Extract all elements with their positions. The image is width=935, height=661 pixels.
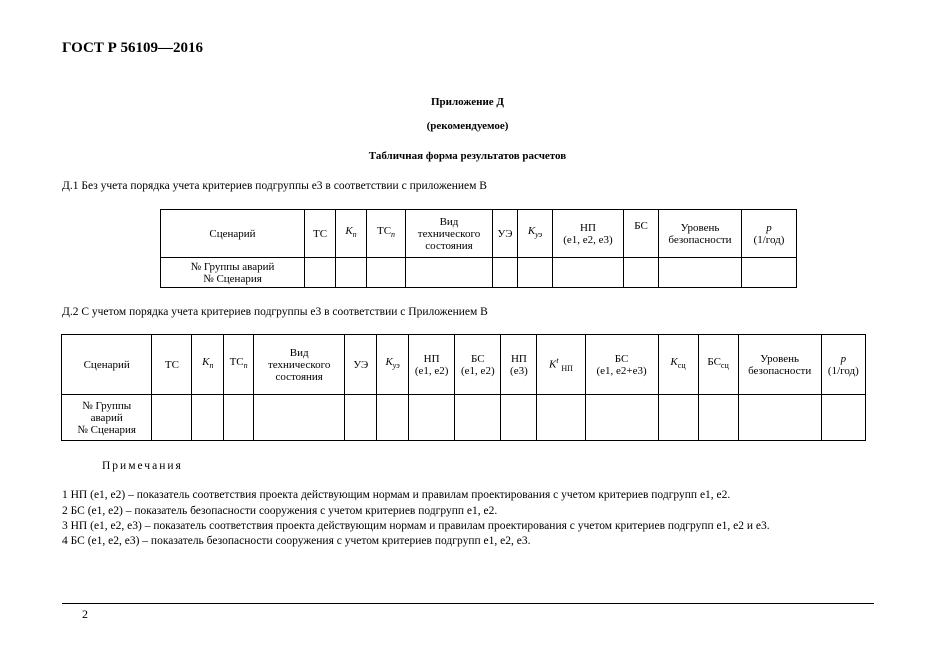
col-np-e1e2: НП (е1, е2) xyxy=(409,335,455,395)
note-item: 1 НП (е1, е2) – показатель соответствия проекта действующим нормам и правилам проектирования с учетом критериев подгрупп е1, е2. xyxy=(62,489,731,501)
col-kp: $K_п$ xyxy=(336,210,367,258)
cell-empty xyxy=(192,395,224,441)
col-knp: $K^t$ $_{НП}$ xyxy=(537,335,585,395)
appendix-title: Приложение Д xyxy=(431,96,504,108)
cell-empty xyxy=(409,395,455,441)
cell-empty xyxy=(518,258,553,288)
note-item: 3 НП (е1, е2, е3) – показатель соответствия проекта действующим нормам и правилам проектирования с учетом критериев подгрупп е1, е2 и е3. xyxy=(62,520,770,532)
cell-empty xyxy=(537,395,585,441)
col-kue: $K_{уэ}$ xyxy=(518,210,553,258)
col-level: Уровень безопасности xyxy=(738,335,821,395)
cell-empty xyxy=(738,395,821,441)
table2-header-row xyxy=(62,335,866,395)
col-level: Уровень безопасности xyxy=(659,210,742,258)
col-kue: $K_{уэ}$ xyxy=(377,335,409,395)
col-ue: УЭ xyxy=(345,335,377,395)
cell-empty xyxy=(377,395,409,441)
cell-empty xyxy=(501,395,537,441)
page-number: 2 xyxy=(82,607,88,621)
cell-empty xyxy=(406,258,493,288)
row-label: № Группы аварий № Сценария xyxy=(161,258,305,288)
results-table-1 xyxy=(160,209,797,288)
col-bs: БС xyxy=(624,210,659,258)
cell-empty xyxy=(367,258,406,288)
cell-empty xyxy=(585,395,658,441)
cell-empty xyxy=(553,258,624,288)
cell-empty xyxy=(659,258,742,288)
col-bs-e1e2e3: БС (е1, е2+е3) xyxy=(585,335,658,395)
notes-title: Примечания xyxy=(102,460,183,472)
results-table-2 xyxy=(61,334,866,441)
footer-divider xyxy=(62,603,874,604)
col-np-e3: НП (е3) xyxy=(501,335,537,395)
col-tsn: $ТС_п$ xyxy=(367,210,406,258)
col-scenario: Сценарий xyxy=(62,335,152,395)
cell-empty xyxy=(493,258,518,288)
col-scenario: Сценарий xyxy=(161,210,305,258)
section1-heading: Д.1 Без учета порядка учета критериев подгруппы е3 в соответствии с приложением В xyxy=(62,180,487,192)
col-vid: Вид технического состояния xyxy=(253,335,344,395)
table-row xyxy=(62,395,866,441)
note-item: 4 БС (е1, е2, е3) – показатель безопасности сооружения с учетом критериев подгрупп е1, е2, е3. xyxy=(62,535,531,547)
cell-empty xyxy=(698,395,738,441)
col-bssc: $БС_{сц}$ xyxy=(698,335,738,395)
cell-empty xyxy=(821,395,865,441)
col-ts: ТС xyxy=(305,210,336,258)
cell-empty xyxy=(336,258,367,288)
appendix-subtitle: Табличная форма результатов расчетов xyxy=(368,150,567,162)
cell-empty xyxy=(253,395,344,441)
cell-empty xyxy=(742,258,797,288)
col-ue: УЭ xyxy=(493,210,518,258)
cell-empty xyxy=(305,258,336,288)
col-tsn: $ТС_п$ xyxy=(224,335,254,395)
col-kp: $K_п$ xyxy=(192,335,224,395)
cell-empty xyxy=(624,258,659,288)
col-p: p (1/год) xyxy=(821,335,865,395)
table1-header-row xyxy=(161,210,797,258)
col-p: p (1/год) xyxy=(742,210,797,258)
cell-empty xyxy=(455,395,501,441)
col-ts: ТС xyxy=(152,335,192,395)
cell-empty xyxy=(152,395,192,441)
cell-empty xyxy=(345,395,377,441)
section2-heading: Д.2 С учетом порядка учета критериев подгруппы е3 в соответствии с Приложением В xyxy=(62,306,488,318)
col-bs-e1e2: БС (е1, е2) xyxy=(455,335,501,395)
document-id: ГОСТ Р 56109—2016 xyxy=(62,40,204,56)
col-np: НП (е1, е2, е3) xyxy=(553,210,624,258)
cell-empty xyxy=(224,395,254,441)
row-label: № Группы аварий № Сценария xyxy=(62,395,152,441)
col-ksc: $K_{сц}$ xyxy=(658,335,698,395)
table-row xyxy=(161,258,797,288)
note-item: 2 БС (е1, е2) – показатель безопасности сооружения с учетом критериев подгрупп е1, е2. xyxy=(62,505,498,517)
cell-empty xyxy=(658,395,698,441)
appendix-status: (рекомендуемое) xyxy=(426,120,509,132)
col-vid: Вид технического состояния xyxy=(406,210,493,258)
